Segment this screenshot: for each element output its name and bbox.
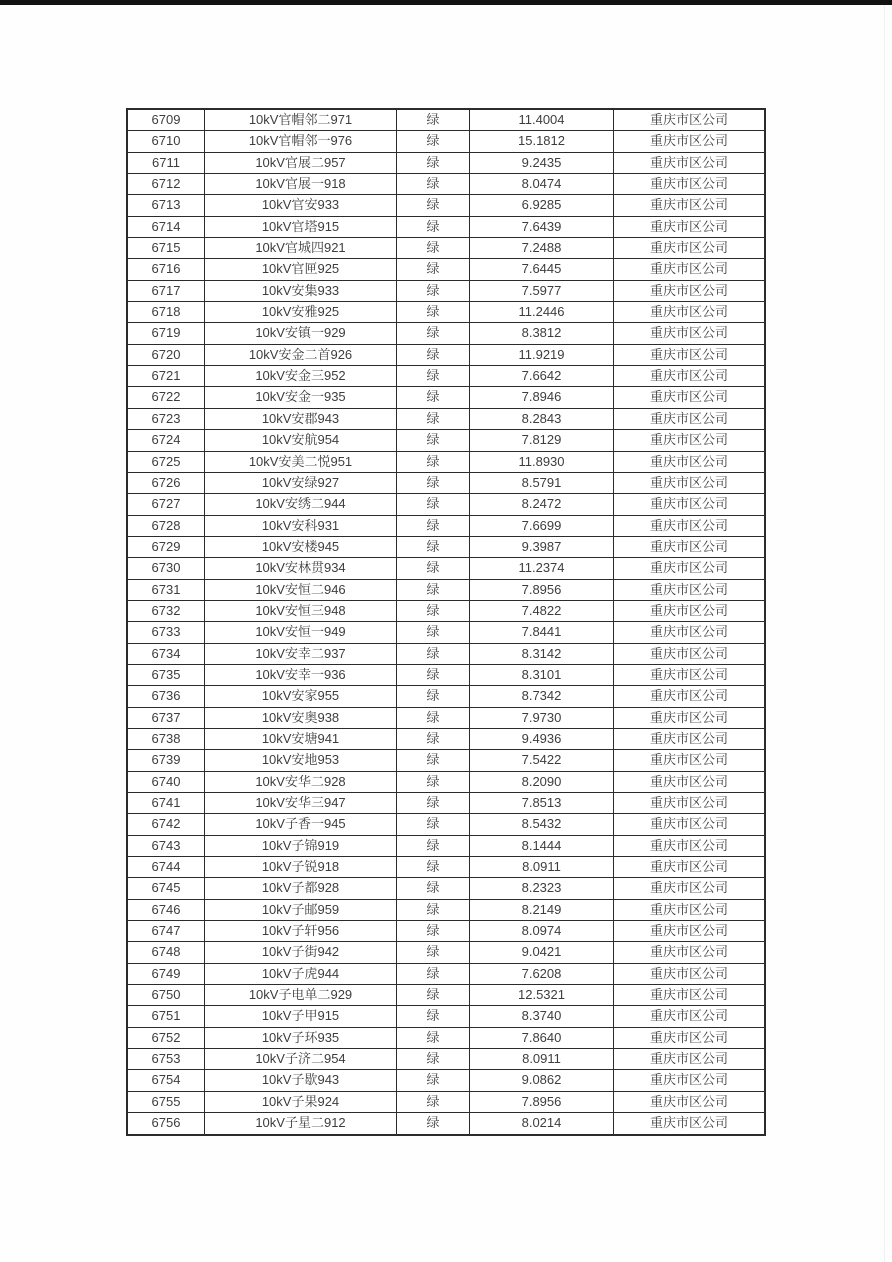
- cell-feeder-name: 10kV官帽邻一976: [204, 131, 396, 151]
- cell-status: 绿: [396, 708, 469, 728]
- cell-status: 绿: [396, 814, 469, 834]
- cell-feeder-name: 10kV安镇一929: [204, 323, 396, 343]
- cell-status: 绿: [396, 580, 469, 600]
- cell-index: 6732: [151, 602, 181, 618]
- cell-company: 重庆市区公司: [613, 772, 764, 792]
- cell-index: 6752: [151, 1029, 181, 1045]
- cell-line-loss: 7.4822: [469, 601, 613, 621]
- cell-index: 6749: [151, 965, 181, 981]
- cell-company: 重庆市区公司: [613, 985, 764, 1005]
- cell-line-loss: 9.0862: [469, 1070, 613, 1090]
- table-row: [128, 322, 764, 343]
- cell-line-loss: 8.2472: [469, 494, 613, 514]
- cell-company: 重庆市区公司: [613, 153, 764, 173]
- cell-feeder-name: 10kV子邮959: [204, 900, 396, 920]
- cell-index: 6741: [151, 795, 181, 810]
- cell-index: 6712: [151, 176, 181, 192]
- page-right-edge-line: [884, 5, 885, 1262]
- cell-status: 绿: [396, 323, 469, 343]
- cell-line-loss: 8.2149: [469, 900, 613, 920]
- cell-index: 6740: [151, 773, 181, 789]
- cell-status: 绿: [396, 750, 469, 770]
- cell-feeder-name: 10kV安恒三948: [204, 601, 396, 621]
- cell-line-loss: 9.4936: [469, 729, 613, 749]
- cell-company: 重庆市区公司: [613, 836, 764, 856]
- cell-line-loss: 8.3812: [469, 323, 613, 343]
- cell-feeder-name: 10kV子锦919: [204, 836, 396, 856]
- cell-feeder-name: 10kV安郡943: [204, 409, 396, 429]
- cell-company: 重庆市区公司: [613, 409, 764, 429]
- cell-index: 6726: [151, 474, 181, 490]
- cell-line-loss: 7.2488: [469, 238, 613, 258]
- cell-status: 绿: [396, 537, 469, 557]
- cell-index: 6738: [151, 730, 181, 746]
- cell-feeder-name: 10kV安绣二944: [204, 494, 396, 514]
- cell-status: 绿: [396, 494, 469, 514]
- cell-company: 重庆市区公司: [613, 708, 764, 728]
- table-row: [128, 429, 764, 450]
- cell-feeder-name: 10kV官塔915: [204, 217, 396, 237]
- cell-feeder-name: 10kV安恒二946: [204, 580, 396, 600]
- cell-status: 绿: [396, 878, 469, 898]
- cell-index: 6754: [151, 1072, 181, 1088]
- cell-line-loss: 8.1444: [469, 836, 613, 856]
- cell-line-loss: 11.2446: [469, 302, 613, 322]
- cell-feeder-name: 10kV安林贯934: [204, 558, 396, 578]
- cell-status: 绿: [396, 238, 469, 258]
- cell-line-loss: 6.9285: [469, 195, 613, 215]
- table-row: [128, 664, 764, 685]
- cell-feeder-name: 10kV子轩956: [204, 921, 396, 941]
- cell-feeder-name: 10kV安塘941: [204, 729, 396, 749]
- table-row: [128, 1005, 764, 1026]
- table-row: [128, 685, 764, 706]
- cell-status: 绿: [396, 601, 469, 621]
- cell-feeder-name: 10kV安金二首926: [204, 345, 396, 365]
- cell-line-loss: 7.8956: [469, 1092, 613, 1112]
- cell-company: 重庆市区公司: [613, 1028, 764, 1048]
- cell-line-loss: 8.0911: [469, 1049, 613, 1069]
- cell-index: 6714: [151, 218, 181, 234]
- cell-index: 6748: [151, 944, 181, 960]
- cell-company: 重庆市区公司: [613, 281, 764, 301]
- cell-company: 重庆市区公司: [613, 345, 764, 365]
- table-row: [128, 173, 764, 194]
- cell-status: 绿: [396, 153, 469, 173]
- table-row: [128, 451, 764, 472]
- table-row: [128, 1069, 764, 1090]
- cell-company: 重庆市区公司: [613, 174, 764, 194]
- cell-company: 重庆市区公司: [613, 750, 764, 770]
- cell-status: 绿: [396, 1113, 469, 1133]
- cell-company: 重庆市区公司: [613, 814, 764, 834]
- cell-feeder-name: 10kV子电单二929: [204, 985, 396, 1005]
- table-row: [128, 813, 764, 834]
- cell-index: 6720: [151, 346, 181, 362]
- table-row: [128, 344, 764, 365]
- cell-company: 重庆市区公司: [613, 622, 764, 642]
- cell-line-loss: 8.0474: [469, 174, 613, 194]
- cell-feeder-name: 10kV安恒一949: [204, 622, 396, 642]
- cell-line-loss: 8.7342: [469, 686, 613, 706]
- cell-status: 绿: [396, 1028, 469, 1048]
- cell-feeder-name: 10kV安美二悦951: [204, 452, 396, 472]
- table-row: [128, 557, 764, 578]
- cell-company: 重庆市区公司: [613, 473, 764, 493]
- cell-line-loss: 12.5321: [469, 985, 613, 1005]
- cell-company: 重庆市区公司: [613, 644, 764, 664]
- cell-line-loss: 11.2374: [469, 558, 613, 578]
- cell-feeder-name: 10kV子甲915: [204, 1006, 396, 1026]
- table-row: [128, 1027, 764, 1048]
- table-row: [128, 856, 764, 877]
- cell-line-loss: 8.0214: [469, 1113, 613, 1133]
- cell-status: 绿: [396, 409, 469, 429]
- cell-index: 6742: [151, 816, 181, 832]
- cell-company: 重庆市区公司: [613, 238, 764, 258]
- cell-line-loss: 8.2090: [469, 772, 613, 792]
- cell-feeder-name: 10kV子星二912: [204, 1113, 396, 1133]
- cell-line-loss: 8.3101: [469, 665, 613, 685]
- cell-line-loss: 8.3740: [469, 1006, 613, 1026]
- cell-line-loss: 8.2843: [469, 409, 613, 429]
- cell-index: 6739: [151, 752, 181, 768]
- cell-index: 6731: [151, 581, 181, 597]
- cell-feeder-name: 10kV安金一935: [204, 387, 396, 407]
- cell-company: 重庆市区公司: [613, 580, 764, 600]
- cell-line-loss: 7.8956: [469, 580, 613, 600]
- cell-status: 绿: [396, 1006, 469, 1026]
- cell-company: 重庆市区公司: [613, 601, 764, 621]
- cell-status: 绿: [396, 366, 469, 386]
- cell-index: 6713: [151, 197, 181, 213]
- cell-index: 6710: [151, 133, 181, 149]
- cell-line-loss: 9.2435: [469, 153, 613, 173]
- cell-line-loss: 7.5422: [469, 750, 613, 770]
- cell-feeder-name: 10kV官展二957: [204, 153, 396, 173]
- table-row: [128, 579, 764, 600]
- cell-status: 绿: [396, 622, 469, 642]
- cell-company: 重庆市区公司: [613, 857, 764, 877]
- cell-index: 6717: [151, 282, 181, 298]
- cell-status: 绿: [396, 1049, 469, 1069]
- table-row: [128, 152, 764, 173]
- cell-feeder-name: 10kV安科931: [204, 516, 396, 536]
- cell-status: 绿: [396, 452, 469, 472]
- cell-company: 重庆市区公司: [613, 302, 764, 322]
- cell-line-loss: 11.8930: [469, 452, 613, 472]
- cell-index: 6709: [151, 112, 181, 127]
- cell-company: 重庆市区公司: [613, 1070, 764, 1090]
- cell-feeder-name: 10kV安华二928: [204, 772, 396, 792]
- cell-company: 重庆市区公司: [613, 494, 764, 514]
- cell-line-loss: 11.4004: [469, 110, 613, 130]
- cell-company: 重庆市区公司: [613, 516, 764, 536]
- cell-company: 重庆市区公司: [613, 942, 764, 962]
- table-row: [128, 749, 764, 770]
- cell-feeder-name: 10kV子香一945: [204, 814, 396, 834]
- cell-feeder-name: 10kV子环935: [204, 1028, 396, 1048]
- cell-status: 绿: [396, 516, 469, 536]
- cell-company: 重庆市区公司: [613, 1092, 764, 1112]
- cell-status: 绿: [396, 174, 469, 194]
- cell-index: 6727: [151, 496, 181, 512]
- cell-line-loss: 7.6208: [469, 964, 613, 984]
- table-row: [128, 792, 764, 813]
- table-row: [128, 237, 764, 258]
- cell-status: 绿: [396, 217, 469, 237]
- cell-feeder-name: 10kV安楼945: [204, 537, 396, 557]
- cell-status: 绿: [396, 942, 469, 962]
- table-row: [128, 835, 764, 856]
- cell-company: 重庆市区公司: [613, 195, 764, 215]
- cell-status: 绿: [396, 281, 469, 301]
- cell-company: 重庆市区公司: [613, 366, 764, 386]
- cell-status: 绿: [396, 387, 469, 407]
- cell-line-loss: 7.6439: [469, 217, 613, 237]
- cell-index: 6723: [151, 410, 181, 426]
- cell-index: 6756: [151, 1115, 181, 1131]
- table-row: [128, 728, 764, 749]
- cell-status: 绿: [396, 1092, 469, 1112]
- cell-status: 绿: [396, 195, 469, 215]
- cell-index: 6724: [151, 432, 181, 448]
- table-row: [128, 771, 764, 792]
- cell-status: 绿: [396, 900, 469, 920]
- cell-feeder-name: 10kV子果924: [204, 1092, 396, 1112]
- table-row: [128, 1091, 764, 1112]
- cell-feeder-name: 10kV安金三952: [204, 366, 396, 386]
- cell-index: 6751: [151, 1008, 181, 1024]
- cell-feeder-name: 10kV子济二954: [204, 1049, 396, 1069]
- cell-feeder-name: 10kV安奥938: [204, 708, 396, 728]
- cell-line-loss: 8.3142: [469, 644, 613, 664]
- table-row: [128, 386, 764, 407]
- cell-line-loss: 8.2323: [469, 878, 613, 898]
- table-row: [128, 707, 764, 728]
- cell-status: 绿: [396, 964, 469, 984]
- table-row: [128, 110, 764, 130]
- cell-status: 绿: [396, 836, 469, 856]
- table-row: [128, 963, 764, 984]
- table-row: [128, 194, 764, 215]
- cell-company: 重庆市区公司: [613, 217, 764, 237]
- cell-index: 6736: [151, 688, 181, 704]
- cell-status: 绿: [396, 985, 469, 1005]
- table-row: [128, 621, 764, 642]
- table-row: [128, 280, 764, 301]
- cell-line-loss: 7.9730: [469, 708, 613, 728]
- cell-index: 6734: [151, 645, 181, 661]
- cell-company: 重庆市区公司: [613, 452, 764, 472]
- cell-status: 绿: [396, 857, 469, 877]
- table-row: [128, 643, 764, 664]
- table-row: [128, 130, 764, 151]
- table-row: [128, 941, 764, 962]
- cell-status: 绿: [396, 1070, 469, 1090]
- table-row: [128, 1048, 764, 1069]
- cell-feeder-name: 10kV官城四921: [204, 238, 396, 258]
- cell-feeder-name: 10kV子都928: [204, 878, 396, 898]
- cell-line-loss: 8.5432: [469, 814, 613, 834]
- cell-company: 重庆市区公司: [613, 900, 764, 920]
- cell-feeder-name: 10kV安幸二937: [204, 644, 396, 664]
- cell-company: 重庆市区公司: [613, 793, 764, 813]
- table-row: [128, 536, 764, 557]
- cell-index: 6721: [151, 368, 181, 384]
- table-row: [128, 920, 764, 941]
- cell-index: 6743: [151, 837, 181, 853]
- table-row: [128, 365, 764, 386]
- cell-index: 6718: [151, 304, 181, 320]
- cell-index: 6728: [151, 517, 181, 533]
- cell-index: 6716: [151, 261, 181, 277]
- cell-status: 绿: [396, 558, 469, 578]
- cell-index: 6746: [151, 901, 181, 917]
- cell-status: 绿: [396, 302, 469, 322]
- table-row: [128, 301, 764, 322]
- cell-feeder-name: 10kV安幸一936: [204, 665, 396, 685]
- cell-index: 6729: [151, 538, 181, 554]
- cell-index: 6747: [151, 923, 181, 939]
- cell-company: 重庆市区公司: [613, 131, 764, 151]
- table-row: [128, 877, 764, 898]
- cell-feeder-name: 10kV官安933: [204, 195, 396, 215]
- cell-company: 重庆市区公司: [613, 1049, 764, 1069]
- cell-company: 重庆市区公司: [613, 430, 764, 450]
- cell-index: 6733: [151, 624, 181, 640]
- cell-feeder-name: 10kV安家955: [204, 686, 396, 706]
- cell-index: 6730: [151, 560, 181, 576]
- cell-feeder-name: 10kV子锐918: [204, 857, 396, 877]
- cell-status: 绿: [396, 259, 469, 279]
- cell-company: 重庆市区公司: [613, 259, 764, 279]
- cell-company: 重庆市区公司: [613, 537, 764, 557]
- cell-status: 绿: [396, 131, 469, 151]
- cell-status: 绿: [396, 473, 469, 493]
- cell-index: 6715: [151, 240, 181, 256]
- cell-index: 6753: [151, 1051, 181, 1067]
- cell-company: 重庆市区公司: [613, 964, 764, 984]
- cell-line-loss: 11.9219: [469, 345, 613, 365]
- table-row: [128, 600, 764, 621]
- cell-feeder-name: 10kV安华三947: [204, 793, 396, 813]
- cell-company: 重庆市区公司: [613, 1006, 764, 1026]
- cell-feeder-name: 10kV子歇943: [204, 1070, 396, 1090]
- table-row: [128, 408, 764, 429]
- cell-company: 重庆市区公司: [613, 878, 764, 898]
- cell-line-loss: 7.8946: [469, 387, 613, 407]
- cell-index: 6725: [151, 453, 181, 469]
- cell-index: 6755: [151, 1093, 181, 1109]
- cell-status: 绿: [396, 729, 469, 749]
- cell-index: 6750: [151, 987, 181, 1003]
- table-row: [128, 984, 764, 1005]
- cell-feeder-name: 10kV官帽邻二971: [204, 110, 396, 130]
- table-row: [128, 472, 764, 493]
- cell-company: 重庆市区公司: [613, 665, 764, 685]
- cell-feeder-name: 10kV安绿927: [204, 473, 396, 493]
- cell-line-loss: 9.0421: [469, 942, 613, 962]
- cell-index: 6719: [151, 325, 181, 341]
- cell-line-loss: 8.0974: [469, 921, 613, 941]
- cell-company: 重庆市区公司: [613, 387, 764, 407]
- cell-index: 6744: [151, 859, 181, 875]
- table-row: [128, 493, 764, 514]
- cell-line-loss: 7.6445: [469, 259, 613, 279]
- cell-feeder-name: 10kV官匣925: [204, 259, 396, 279]
- cell-status: 绿: [396, 110, 469, 130]
- cell-feeder-name: 10kV安地953: [204, 750, 396, 770]
- cell-company: 重庆市区公司: [613, 1113, 764, 1133]
- cell-index: 6737: [151, 709, 181, 725]
- cell-line-loss: 7.5977: [469, 281, 613, 301]
- cell-status: 绿: [396, 686, 469, 706]
- cell-index: 6745: [151, 880, 181, 896]
- cell-feeder-name: 10kV安雅925: [204, 302, 396, 322]
- cell-status: 绿: [396, 345, 469, 365]
- cell-line-loss: 7.8640: [469, 1028, 613, 1048]
- cell-line-loss: 8.5791: [469, 473, 613, 493]
- cell-line-loss: 7.6699: [469, 516, 613, 536]
- cell-line-loss: 15.1812: [469, 131, 613, 151]
- cell-line-loss: 7.8441: [469, 622, 613, 642]
- cell-status: 绿: [396, 793, 469, 813]
- cell-feeder-name: 10kV安集933: [204, 281, 396, 301]
- cell-line-loss: 9.3987: [469, 537, 613, 557]
- cell-index: 6722: [151, 389, 181, 405]
- cell-company: 重庆市区公司: [613, 110, 764, 130]
- cell-feeder-name: 10kV官展一918: [204, 174, 396, 194]
- data-table: [126, 108, 766, 1136]
- cell-company: 重庆市区公司: [613, 686, 764, 706]
- cell-status: 绿: [396, 430, 469, 450]
- cell-status: 绿: [396, 665, 469, 685]
- cell-company: 重庆市区公司: [613, 921, 764, 941]
- cell-company: 重庆市区公司: [613, 323, 764, 343]
- cell-index: 6711: [152, 154, 180, 170]
- cell-index: 6735: [151, 666, 181, 682]
- cell-company: 重庆市区公司: [613, 729, 764, 749]
- cell-status: 绿: [396, 644, 469, 664]
- cell-line-loss: 7.8129: [469, 430, 613, 450]
- cell-feeder-name: 10kV安航954: [204, 430, 396, 450]
- cell-line-loss: 7.6642: [469, 366, 613, 386]
- table-row: [128, 258, 764, 279]
- table-row: [128, 515, 764, 536]
- cell-company: 重庆市区公司: [613, 558, 764, 578]
- cell-status: 绿: [396, 772, 469, 792]
- page-top-edge-bar: [0, 0, 892, 5]
- cell-status: 绿: [396, 921, 469, 941]
- cell-line-loss: 8.0911: [469, 857, 613, 877]
- table-row: [128, 1112, 764, 1133]
- cell-feeder-name: 10kV子街942: [204, 942, 396, 962]
- cell-line-loss: 7.8513: [469, 793, 613, 813]
- table-row: [128, 216, 764, 237]
- table-row: [128, 899, 764, 920]
- cell-feeder-name: 10kV子虎944: [204, 964, 396, 984]
